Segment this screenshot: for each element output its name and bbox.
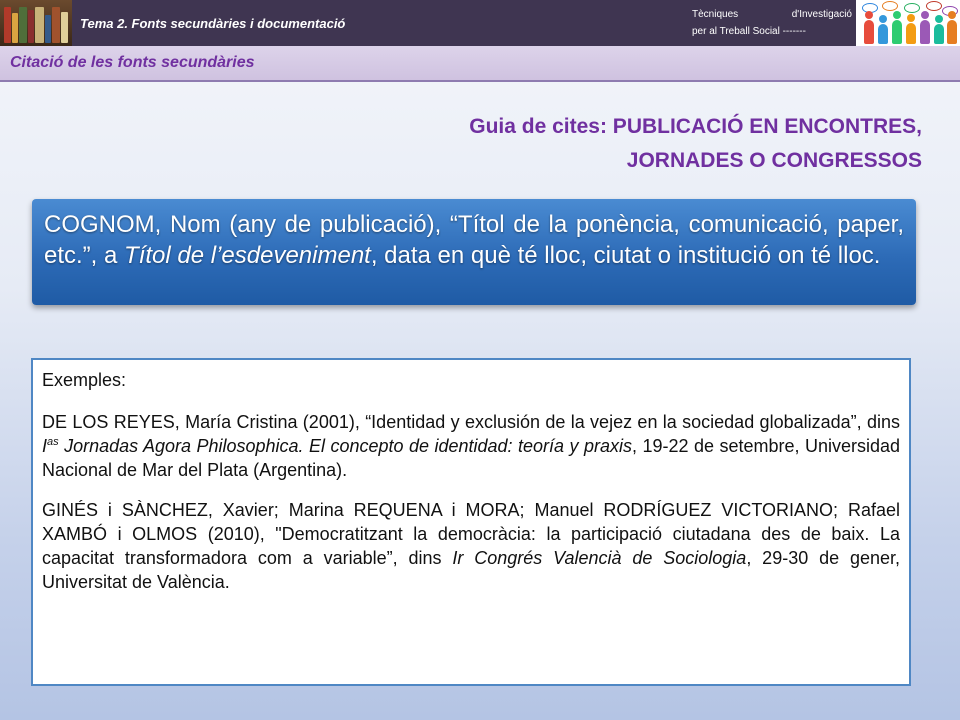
example1-text-a: DE LOS REYES, María Cristina (2001), “Identidad y exclusión de la vejez en la sociedad globalizada”, dins [42,412,900,432]
guide-title-line1: Guia de cites: PUBLICACIÓ EN ENCONTRES, [469,115,922,138]
section-title-bar [0,46,960,82]
header-bar [0,0,960,46]
guide-title [240,110,922,178]
example1-text-c: , 19-22 de setembre, Universidad Nacional de Mar del Plata (Argentina). [42,436,900,480]
citation-format-text [44,209,904,271]
examples-label: Exemples: [42,370,127,390]
subject-line1-b: d'Investigació [791,9,852,20]
format-event-title: Títol de l’esdeveniment [124,242,371,269]
example-citation-2 [42,498,900,594]
example2-italic: Ir Congrés Valencià de Sociologia [452,548,747,568]
section-title: Citació de les fonts secundàries [10,54,255,71]
books-logo-icon [0,0,72,46]
guide-title-line2: JORNADES O CONGRESSOS [626,149,922,172]
examples-box [31,358,911,686]
example1-italic-b: Jornadas Agora Philosophica. El concepto de identidad: teoría y praxis [58,436,632,456]
format-part1: COGNOM, Nom (any de publicació), “Títol de la ponència, comunicació, paper, etc.”, a [44,211,904,269]
topic-title: Tema 2. Fonts secundàries i documentació [80,16,346,31]
example2-text-c: , 29-30 de gener, Universitat de València. [42,548,901,592]
example1-italic-a: I [42,436,48,456]
citation-format-box [32,199,916,305]
subject-name [692,6,852,40]
example-citation-1 [42,410,900,482]
people-talking-logo-icon [856,0,960,46]
example2-text-a: GINÉS i SÀNCHEZ, Xavier; Marina REQUENA i MORA; Manuel RODRÍGUEZ VICTORIANO; Rafael XAMBÓ i OLMOS (2010), "Democratitzant la democràcia: la participació ciutadana des de baix. La capacitat transformadora com a variable”, dins [42,500,900,568]
subject-line2: per al Treball Social ------- [692,26,806,37]
example1-superscript: as [47,436,59,448]
subject-line1-a: Tècniques [692,9,739,20]
format-part3: , data en què té lloc, ciutat o institució on té lloc. [370,242,881,269]
